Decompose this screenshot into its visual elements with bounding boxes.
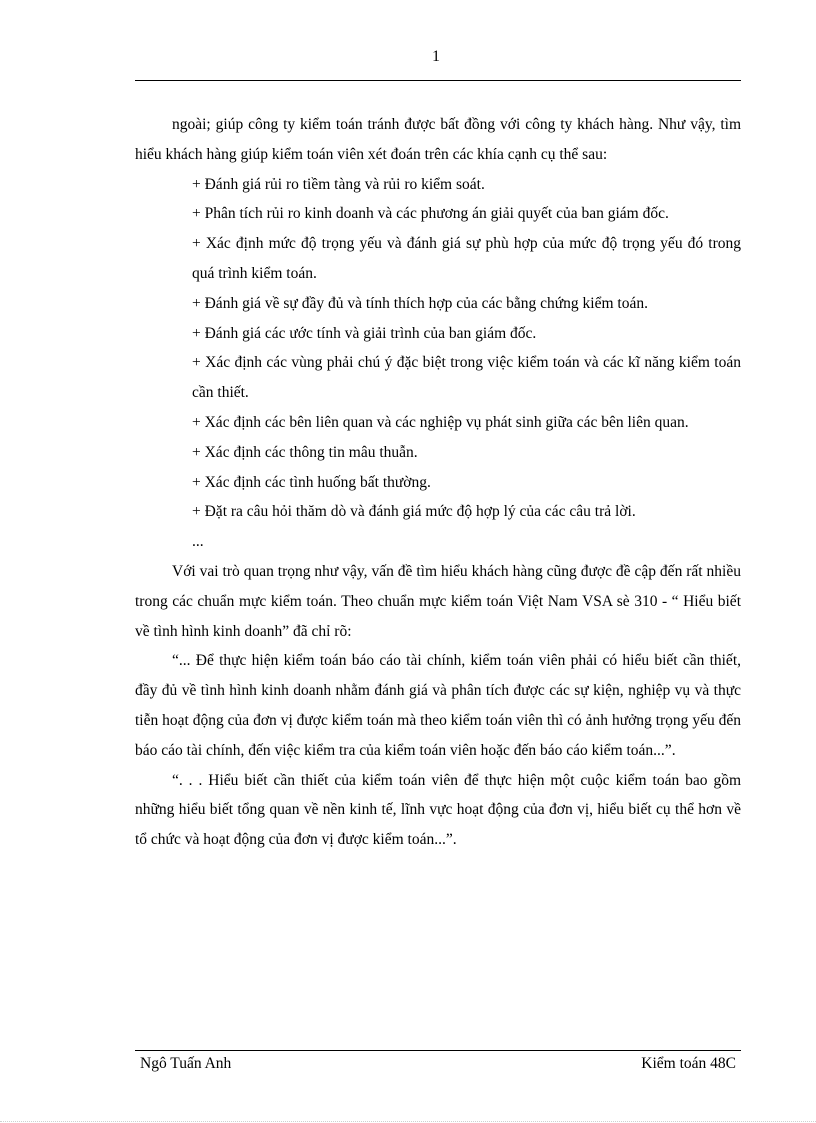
bullet-item: + Phân tích rủi ro kinh doanh và các phương án giải quyết của ban giám đốc. <box>192 205 669 223</box>
footer-class: Kiểm toán 48C <box>641 1055 736 1072</box>
quote-paragraph-1: “... Để thực hiện kiểm toán báo cáo tài chính, kiểm toán viên phải có hiểu biết cần thiết, đầy đủ về tình hình kinh doanh nhằm đánh giá và phân tích được các sự kiện, nghiệp vụ và thực tiễn hoạt động của đơn vị được kiểm toán mà theo kiểm toán viên thì có ảnh hưởng trọng yếu đến báo cáo tài chính, đến việc kiểm tra của kiểm toán viên hoặc đến báo cáo kiểm toán...”. <box>135 652 741 759</box>
standards-paragraph: Với vai trò quan trọng như vậy, vấn đề tìm hiểu khách hàng cũng được đề cập đến rất nhiều trong các chuẩn mực kiểm toán. Theo chuẩn mực kiểm toán Việt Nam VSA sè 310 - “ Hiểu biết về tình hình kinh doanh” đã chỉ rõ: <box>135 562 741 640</box>
bullet-item: + Đánh giá rủi ro tiềm tàng và rủi ro kiểm soát. <box>192 175 485 193</box>
bullet-item: + Xác định mức độ trọng yếu và đánh giá sự phù hợp của mức độ trọng yếu đó trong quá trình kiểm toán. <box>192 235 741 282</box>
header-rule <box>135 80 741 81</box>
list-ellipsis: ... <box>192 533 204 551</box>
bullet-item: + Đánh giá về sự đầy đủ và tính thích hợp của các bằng chứng kiểm toán. <box>192 294 648 312</box>
page-edge-divider <box>0 1121 816 1122</box>
document-body <box>135 110 741 855</box>
bullet-item: + Đánh giá các ước tính và giải trình của ban giám đốc. <box>192 324 537 342</box>
bullet-item: + Xác định các vùng phải chú ý đặc biệt trong việc kiểm toán và các kĩ năng kiểm toán cần thiết. <box>192 354 741 402</box>
footer-rule <box>135 1050 741 1051</box>
footer-author: Ngô Tuấn Anh <box>140 1055 232 1072</box>
bullet-item: + Xác định các thông tin mâu thuẫn. <box>192 443 418 461</box>
intro-paragraph: ngoài; giúp công ty kiểm toán tránh được bất đồng với công ty khách hàng. Như vậy, tìm hiểu khách hàng giúp kiểm toán viên xét đoán trên các khía cạnh cụ thể sau: <box>135 116 741 163</box>
quote-paragraph-2: “. . . Hiểu biết cần thiết của kiểm toán viên để thực hiện một cuộc kiểm toán bao gồm những hiểu biết tổng quan về nền kinh tế, lĩnh vực hoạt động của đơn vị, hiểu biết cụ thể hơn về tổ chức và hoạt động của đơn vị được kiểm toán...”. <box>135 771 741 849</box>
page-number: 1 <box>432 48 440 65</box>
bullet-item: + Xác định các tình huống bất thường. <box>192 473 431 491</box>
bullet-item: + Xác định các bên liên quan và các nghiệp vụ phát sinh giữa các bên liên quan. <box>192 413 689 431</box>
bullet-item: + Đặt ra câu hỏi thăm dò và đánh giá mức độ hợp lý của các câu trả lời. <box>192 503 636 521</box>
